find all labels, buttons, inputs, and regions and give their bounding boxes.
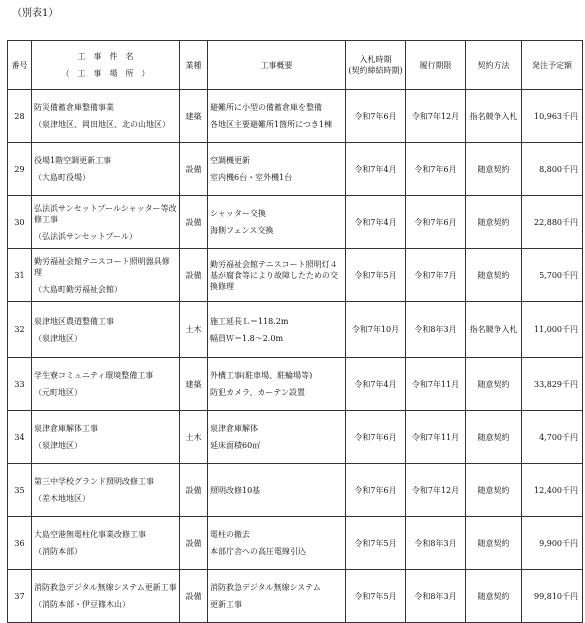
cell-period: 令和7年6月	[406, 196, 466, 249]
cell-method: 随意契約	[466, 464, 522, 517]
cell-type: 土木	[180, 302, 208, 358]
header-period: 履行期限	[406, 41, 466, 90]
cell-type: 土木	[180, 411, 208, 464]
cell-bid: 令和7年5月	[346, 517, 406, 570]
cell-bid: 令和7年6月	[346, 464, 406, 517]
cell-name	[32, 358, 180, 411]
work-name: 第三中学校グランド照明改修工事	[34, 477, 154, 486]
work-location: （元町地区）	[34, 388, 82, 397]
cell-period: 令和8年3月	[406, 570, 466, 623]
cell-method: 指名競争入札	[466, 90, 522, 143]
cell-bid: 令和7年6月	[346, 90, 406, 143]
cell-amount: 11,000千円	[522, 302, 583, 358]
cell-type: 設備	[180, 249, 208, 302]
overview-line: 延床面積60㎡	[210, 441, 261, 450]
cell-name	[32, 464, 180, 517]
work-name: 役場1階空調更新工事	[34, 156, 112, 165]
table-row	[8, 249, 583, 302]
header-name-line2: （ 工 事 場 所 ）	[61, 69, 150, 78]
overview-line: 本部庁舎への高圧電線引込	[210, 547, 306, 556]
cell-period: 令和8年3月	[406, 302, 466, 358]
cell-amount: 4,700千円	[522, 411, 583, 464]
work-name: 勤労福祉会館テニスコート照明器具修理	[34, 256, 170, 277]
header-overview: 工事概要	[208, 41, 346, 90]
cell-bid: 令和7年6月	[346, 411, 406, 464]
cell-period: 令和7年12月	[406, 464, 466, 517]
cell-amount: 5,700千円	[522, 249, 583, 302]
header-name	[32, 41, 180, 90]
work-location: （大島町勤労福祉会館）	[34, 284, 122, 294]
overview-line: 施工延長Ｌ＝118.2m	[210, 316, 289, 326]
table-row	[8, 411, 583, 464]
overview-line: シャッター交換	[210, 209, 266, 218]
cell-no: 33	[8, 358, 32, 411]
work-location: （大島町役場）	[34, 173, 90, 182]
cell-name	[32, 143, 180, 196]
table-row	[8, 196, 583, 249]
work-location: （消防本部）	[34, 547, 82, 556]
cell-name	[32, 517, 180, 570]
overview-line: 各地区主要避難所1箇所につき1棟	[210, 120, 333, 129]
cell-method: 指名競争入札	[466, 302, 522, 358]
cell-amount: 12,400千円	[522, 464, 583, 517]
overview-line: 消防救急デジタル無線システム	[210, 583, 321, 592]
cell-no: 37	[8, 570, 32, 623]
work-location: （消防本部・伊豆篠木山）	[34, 600, 130, 609]
cell-amount: 33,829千円	[522, 358, 583, 411]
overview-line: 海側フェンス交換	[210, 226, 274, 235]
overview-line: 空調機更新	[210, 156, 250, 165]
cell-type: 建築	[180, 90, 208, 143]
cell-no: 35	[8, 464, 32, 517]
cell-method: 随意契約	[466, 411, 522, 464]
cell-amount: 10,963千円	[522, 90, 583, 143]
cell-name	[32, 196, 180, 249]
cell-no: 32	[8, 302, 32, 358]
cell-no: 31	[8, 249, 32, 302]
cell-no: 29	[8, 143, 32, 196]
overview-line: 外構工事(駐車場、駐輪場等)	[210, 371, 313, 380]
overview-line: 幅員Ｗ＝1.8～2.0m	[210, 333, 284, 343]
work-name: 大島空港無電柱化事業改修工事	[34, 530, 146, 539]
table-row	[8, 570, 583, 623]
cell-bid: 令和7年5月	[346, 570, 406, 623]
cell-bid: 令和7年4月	[346, 358, 406, 411]
cell-overview	[208, 196, 346, 249]
header-row	[8, 41, 583, 90]
overview-line: 室内機6台・室外機1台	[210, 173, 293, 182]
cell-no: 34	[8, 411, 32, 464]
cell-type: 設備	[180, 196, 208, 249]
cell-bid: 令和7年5月	[346, 249, 406, 302]
overview-line: 照明改修10基	[210, 485, 261, 495]
cell-bid: 令和7年10月	[346, 302, 406, 358]
header-type: 業種	[180, 41, 208, 90]
cell-type: 設備	[180, 570, 208, 623]
header-method: 契約方法	[466, 41, 522, 90]
cell-method: 随意契約	[466, 517, 522, 570]
cell-period: 令和7年6月	[406, 143, 466, 196]
cell-period: 令和7年12月	[406, 90, 466, 143]
cell-no: 30	[8, 196, 32, 249]
cell-bid: 令和7年4月	[346, 196, 406, 249]
cell-type: 設備	[180, 143, 208, 196]
work-name: 泉津地区農道整備工事	[34, 316, 114, 326]
work-name: 弘法浜サンセットプールシャッター等改修工事	[34, 203, 177, 224]
table-row	[8, 464, 583, 517]
cell-bid: 令和7年4月	[346, 143, 406, 196]
header-name-line1: 工 事 件 名	[77, 52, 134, 61]
cell-name	[32, 411, 180, 464]
cell-period: 令和7年11月	[406, 411, 466, 464]
cell-overview	[208, 249, 346, 302]
table-row	[8, 517, 583, 570]
table-caption: （別表1）	[12, 8, 59, 19]
cell-amount: 9,900千円	[522, 517, 583, 570]
work-location: （泉津地区）	[34, 333, 82, 343]
cell-no: 28	[8, 90, 32, 143]
cell-overview	[208, 302, 346, 358]
overview-line: 防犯カメラ、カーテン設置	[210, 388, 305, 397]
cell-period: 令和7年11月	[406, 358, 466, 411]
cell-name	[32, 249, 180, 302]
construction-table	[7, 40, 583, 623]
cell-overview	[208, 143, 346, 196]
table-row	[8, 90, 583, 143]
cell-overview	[208, 411, 346, 464]
cell-amount: 99,810千円	[522, 570, 583, 623]
overview-line: 電柱の撤去	[210, 530, 250, 539]
cell-name	[32, 570, 180, 623]
overview-line: 更新工事	[210, 600, 242, 609]
cell-name	[32, 302, 180, 358]
work-location: （差木地地区）	[34, 494, 90, 503]
work-location: （泉津地区）	[34, 441, 82, 450]
overview-line: 勤労福祉会館テニスコート照明灯４基が腐食等により故障したための交換修理	[210, 259, 338, 291]
table-row	[8, 358, 583, 411]
table-row	[8, 302, 583, 358]
overview-line: 避難所に小型の備蓄倉庫を整備	[210, 103, 322, 112]
cell-type: 建築	[180, 358, 208, 411]
cell-period: 令和8年3月	[406, 517, 466, 570]
work-location: （泉津地区、岡田地区、北の山地区）	[34, 120, 170, 129]
cell-amount: 22,880千円	[522, 196, 583, 249]
work-name: 消防救急デジタル無線システム更新工事	[34, 583, 177, 592]
cell-overview	[208, 358, 346, 411]
cell-method: 随意契約	[466, 143, 522, 196]
work-location: （弘法浜サンセットプール）	[34, 231, 137, 241]
header-no: 番号	[8, 41, 32, 90]
cell-name	[32, 90, 180, 143]
cell-period: 令和7年7月	[406, 249, 466, 302]
work-name: 学生寮コミュニティ環境整備工事	[34, 371, 154, 380]
cell-overview	[208, 570, 346, 623]
header-bid-line2: (契約締結時期)	[348, 66, 403, 75]
table-row	[8, 143, 583, 196]
cell-method: 随意契約	[466, 196, 522, 249]
cell-overview	[208, 464, 346, 517]
cell-type: 設備	[180, 464, 208, 517]
cell-type: 設備	[180, 517, 208, 570]
work-name: 防災備蓄倉庫整備事業	[34, 103, 114, 112]
work-name: 泉津倉庫解体工事	[34, 424, 98, 433]
header-bid-line1: 入札時期	[359, 55, 392, 64]
cell-amount: 8,800千円	[522, 143, 583, 196]
cell-overview	[208, 517, 346, 570]
cell-method: 随意契約	[466, 570, 522, 623]
overview-line: 泉津倉庫解体	[210, 424, 258, 433]
cell-no: 36	[8, 517, 32, 570]
header-bid	[346, 41, 406, 90]
cell-overview	[208, 90, 346, 143]
cell-method: 随意契約	[466, 358, 522, 411]
header-amount: 発注予定額	[522, 41, 583, 90]
cell-method: 随意契約	[466, 249, 522, 302]
